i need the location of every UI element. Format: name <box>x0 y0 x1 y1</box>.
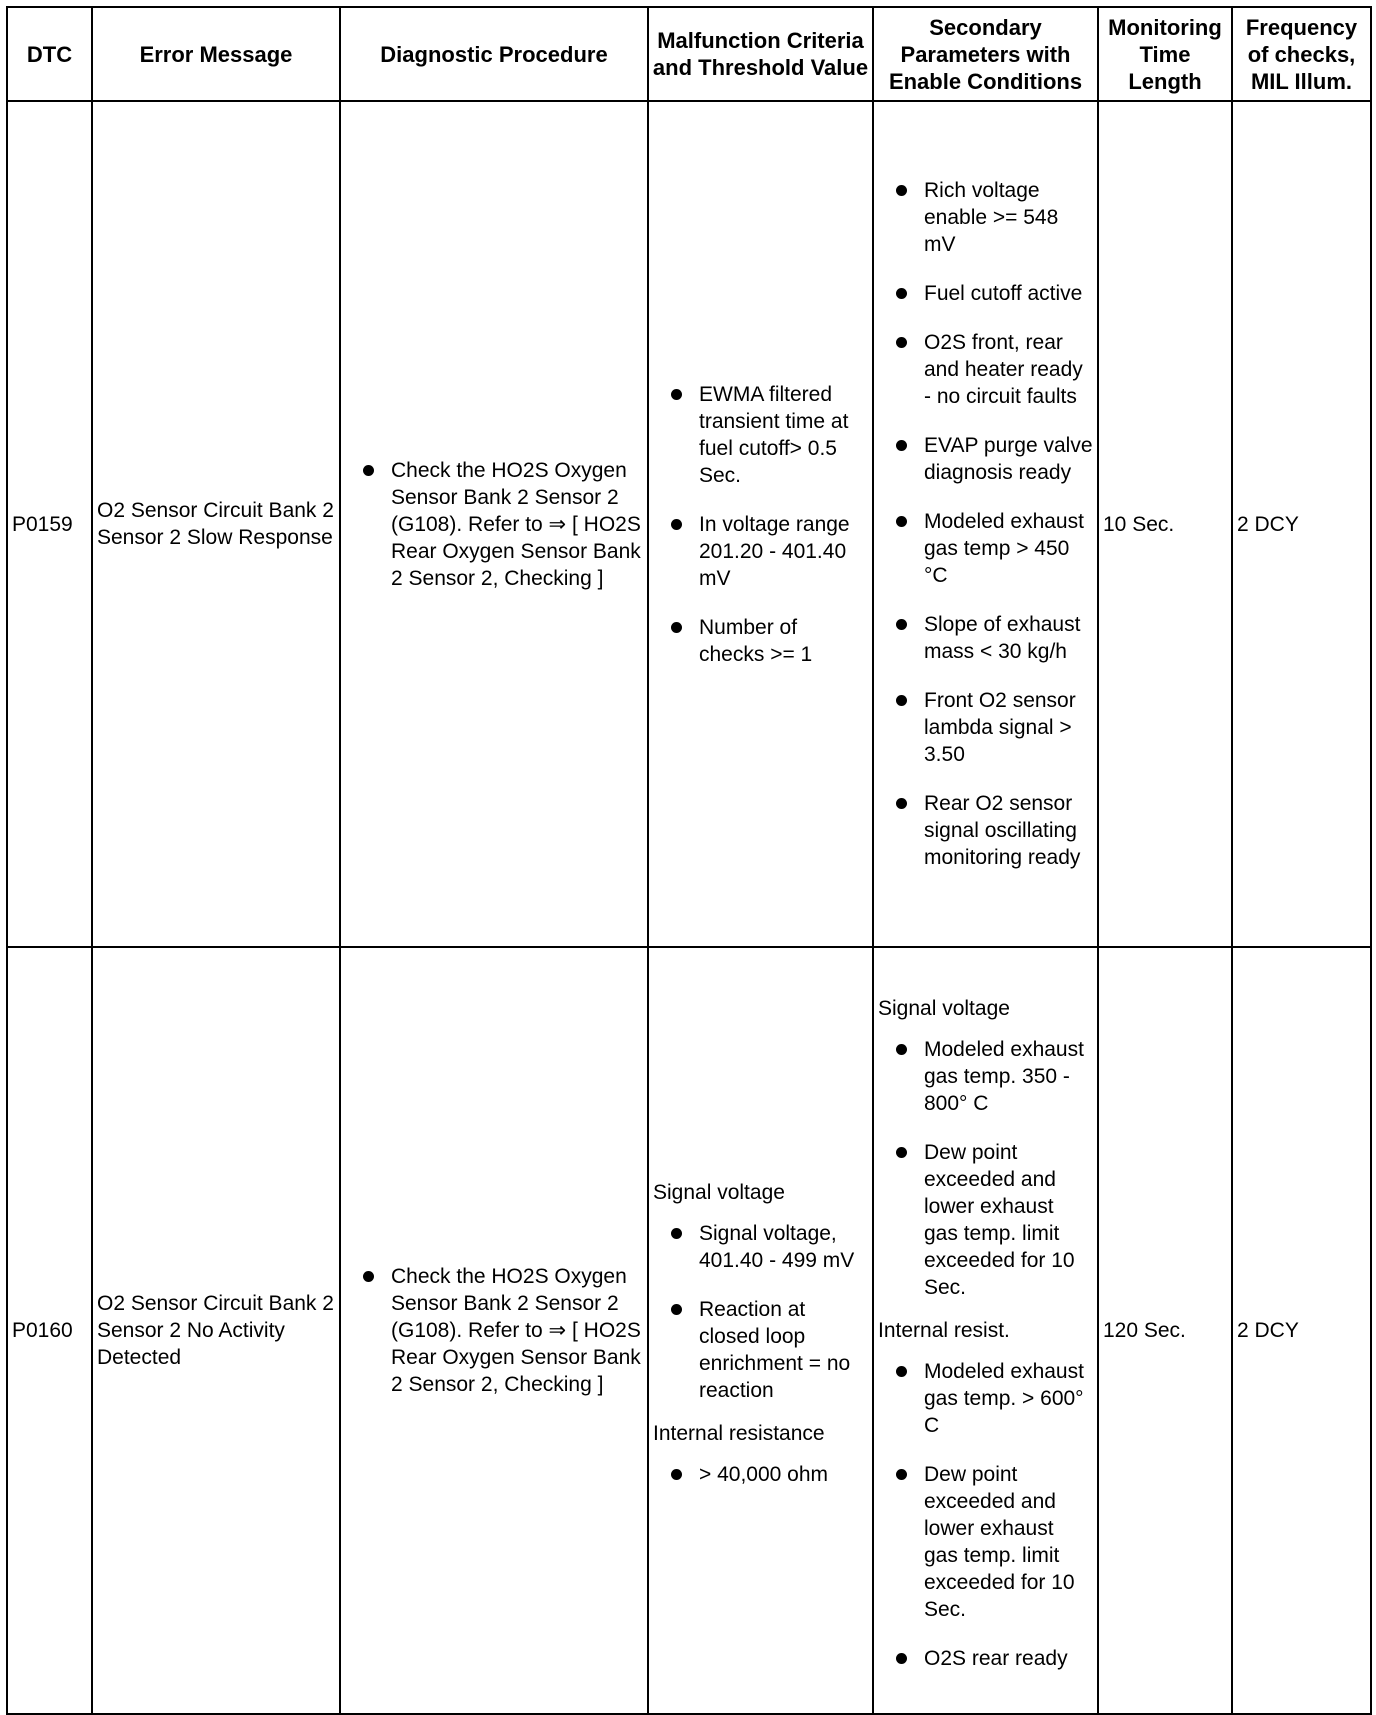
list-item: Modeled exhaust gas temp > 450 °C <box>878 508 1093 589</box>
malfunction-criteria <box>648 101 873 947</box>
monitoring-time: 120 Sec. <box>1098 947 1232 1714</box>
dtc-code: P0159 <box>7 101 92 947</box>
list-item: EVAP purge valve diagnosis ready <box>878 432 1093 486</box>
list-item: Check the HO2S Oxygen Sensor Bank 2 Sensor 2 (G108). Refer to ⇒ [ HO2S Rear Oxygen Sensor Bank 2 Sensor 2, Checking ] <box>345 1263 643 1398</box>
list-item: In voltage range 201.20 - 401.40 mV <box>653 511 868 592</box>
list-item: Slope of exhaust mass < 30 kg/h <box>878 611 1093 665</box>
list-item: EWMA filtered transient time at fuel cutoff> 0.5 Sec. <box>653 381 868 489</box>
table-row <box>7 947 1371 1714</box>
list-item: Number of checks >= 1 <box>653 614 868 668</box>
table-row <box>7 101 1371 947</box>
diagnostic-procedure <box>340 947 648 1714</box>
header-dtc: DTC <box>7 7 92 101</box>
dtc-code: P0160 <box>7 947 92 1714</box>
list-item: Rear O2 sensor signal oscillating monitoring ready <box>878 790 1093 871</box>
list-item: Dew point exceeded and lower exhaust gas temp. limit exceeded for 10 Sec. <box>878 1139 1093 1301</box>
list-item: Dew point exceeded and lower exhaust gas temp. limit exceeded for 10 Sec. <box>878 1461 1093 1623</box>
list-item: > 40,000 ohm <box>653 1461 868 1488</box>
frequency: 2 DCY <box>1232 947 1371 1714</box>
diagnostic-procedure <box>340 101 648 947</box>
list-item: Front O2 sensor lambda signal > 3.50 <box>878 687 1093 768</box>
section-heading: Signal voltage <box>653 1181 785 1204</box>
list-item: O2S rear ready <box>878 1645 1093 1672</box>
error-message: O2 Sensor Circuit Bank 2 Sensor 2 No Activity Detected <box>92 947 340 1714</box>
header-diagnostic-procedure: Diagnostic Procedure <box>340 7 648 101</box>
list-item: O2S front, rear and heater ready - no circuit faults <box>878 329 1093 410</box>
list-item: Signal voltage, 401.40 - 499 mV <box>653 1220 868 1274</box>
secondary-parameters <box>873 101 1098 947</box>
header-secondary-parameters: Secondary Parameters with Enable Conditions <box>873 7 1098 101</box>
list-item: Fuel cutoff active <box>878 280 1093 307</box>
header-malfunction-criteria: Malfunction Criteria and Threshold Value <box>648 7 873 101</box>
header-row <box>7 7 1371 101</box>
header-error-message: Error Message <box>92 7 340 101</box>
list-item: Modeled exhaust gas temp. > 600° C <box>878 1358 1093 1439</box>
section-heading: Internal resistance <box>653 1422 825 1445</box>
monitoring-time: 10 Sec. <box>1098 101 1232 947</box>
list-item: Rich voltage enable >= 548 mV <box>878 177 1093 258</box>
error-message: O2 Sensor Circuit Bank 2 Sensor 2 Slow Response <box>92 101 340 947</box>
frequency: 2 DCY <box>1232 101 1371 947</box>
header-frequency: Frequency of checks, MIL Illum. <box>1232 7 1371 101</box>
secondary-parameters <box>873 947 1098 1714</box>
section-heading: Internal resist. <box>878 1319 1010 1342</box>
list-item: Reaction at closed loop enrichment = no reaction <box>653 1296 868 1404</box>
malfunction-criteria <box>648 947 873 1714</box>
list-item: Check the HO2S Oxygen Sensor Bank 2 Sensor 2 (G108). Refer to ⇒ [ HO2S Rear Oxygen Sensor Bank 2 Sensor 2, Checking ] <box>345 457 643 592</box>
dtc-table <box>6 6 1372 1715</box>
list-item: Modeled exhaust gas temp. 350 - 800° C <box>878 1036 1093 1117</box>
header-monitoring-time: Monitoring Time Length <box>1098 7 1232 101</box>
section-heading: Signal voltage <box>878 997 1010 1020</box>
